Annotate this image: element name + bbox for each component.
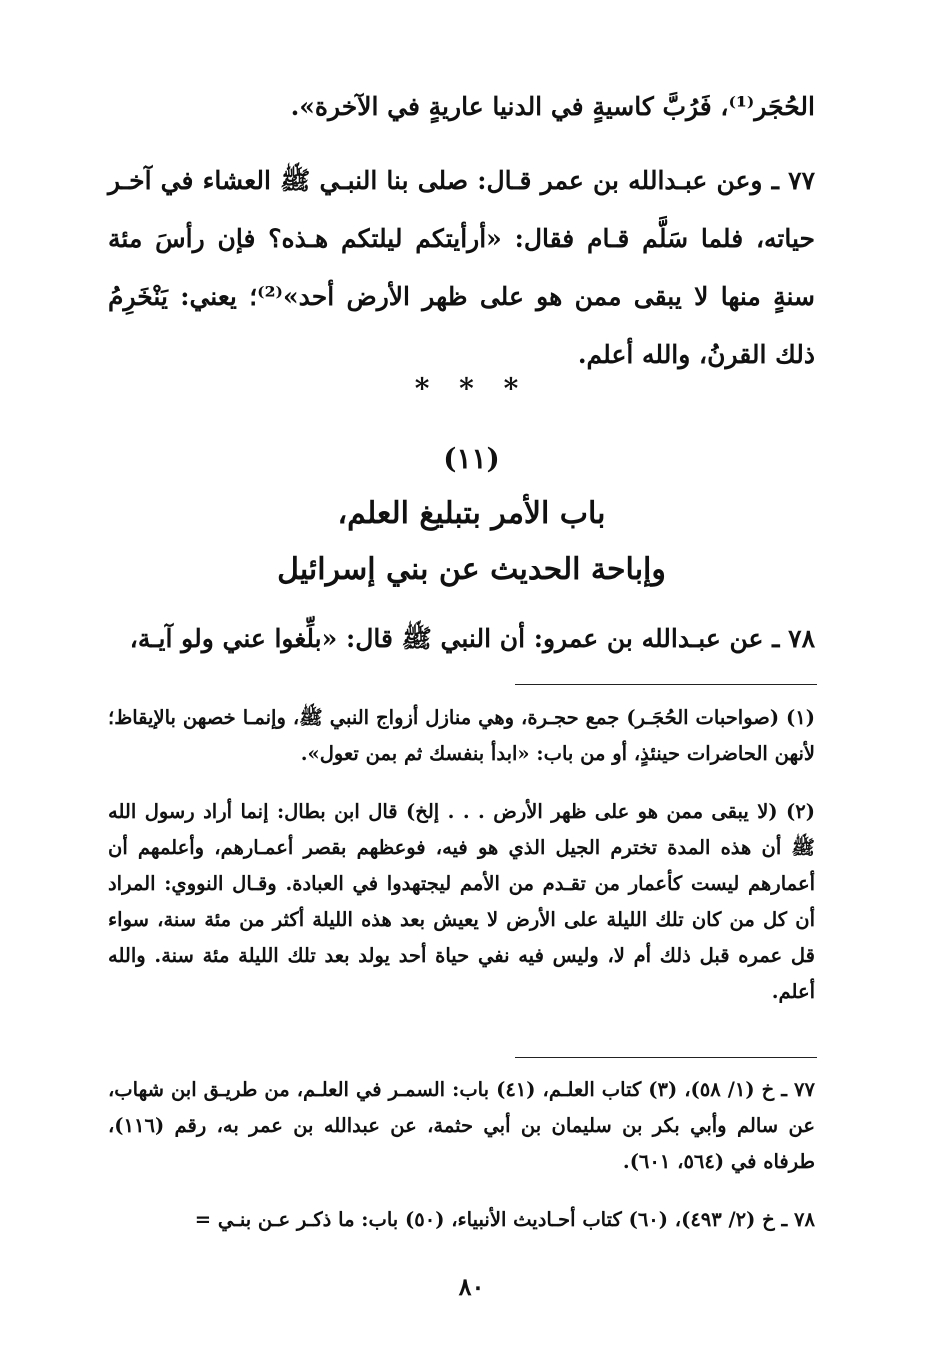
footnote-divider xyxy=(515,684,817,685)
footnote-2 xyxy=(108,794,815,1010)
source-77-text: ٧٧ ـ خ (١/ ٥٨)، (٣) كتاب العلـم، (٤١) باب: السمـر في العلـم، من طريـق ابن شهاب، عن سالم وأبي بكر بن سليمان بن أبي حثمة، عن عبدالله بن عمر به، رقم (١١٦)، طرفاه في (٥٦٤، ٦٠١). xyxy=(108,1078,815,1173)
hadith-77-text: ٧٧ ـ وعن عبـدالله بن عمر قـال: صلى بنا النبـي ﷺ العشاء في آخـر حياته، فلما سَلَّم قـام فقال: «أرأيتكم ليلتكم هـذه؟ فإن رأسَ مئة سنةٍ منها لا يبقى ممن هو على ظهر الأرض أحد»⁽²⁾؛ يعني: يَنْخَرِمُ ذلك القرنُ، والله أعلم. xyxy=(108,166,815,369)
page-number: ٨٠ xyxy=(458,1272,485,1301)
footnote-1-text: (١) (صواحبات الحُجَـر) جمع حجـرة، وهي منازل أزواج النبي ﷺ، وإنمـا خصهن بالإيقاظ؛ لأنهن الحاضرات حينئذٍ، أو من باب: «ابدأ بنفسك ثم بمن تعول». xyxy=(108,706,815,765)
footnote-1 xyxy=(108,700,815,772)
hadith-77 xyxy=(108,152,815,384)
source-77 xyxy=(108,1072,815,1180)
source-78-text: ٧٨ ـ خ (٢/ ٤٩٣)، (٦٠) كتاب أحـاديث الأنبياء، (٥٠) باب: ما ذكـر عـن بنـي = xyxy=(194,1208,815,1231)
hadith-78 xyxy=(108,610,815,668)
hadith-78-text: ٧٨ ـ عن عبـدالله بن عمرو: أن النبي ﷺ قال: «بلِّغوا عني ولو آيـة، xyxy=(129,624,815,653)
chapter-title-line2: وإباحة الحديث عن بني إسرائيل xyxy=(277,552,666,587)
source-78 xyxy=(108,1202,815,1238)
sources-divider xyxy=(515,1057,817,1058)
continuation-text xyxy=(108,78,815,136)
footnote-2-text: (٢) (لا يبقى ممن هو على ظهر الأرض . . . إلخ) قال ابن بطال: إنما أراد رسول الله ﷺ أن هذه المدة تخترم الجيل الذي هو فيه، فوعظهم بقصر أعمـارهم، وأعلمهم أن أعمارهم ليست كأعمار من تقـدم من الأمم ليجتهدوا في العبادة. وقـال النووي: المراد أن كل من كان تلك الليلة على الأرض لا يعيش بعد هذه الليلة أكثر من مئة سنة، سواء قل عمره قبل ذلك أم لا، وليس فيه نفي حياة أحد يولد بعد تلك الليلة مئة سنة. والله أعلم. xyxy=(108,800,815,1003)
chapter-title-line1: باب الأمر بتبليغ العلم، xyxy=(337,496,606,531)
chapter-number: (١١) xyxy=(443,442,500,475)
section-separator: * * * xyxy=(414,372,529,405)
top-line: الحُجَر⁽¹⁾، فَرُبَّ كاسيةٍ في الدنيا عاريةٍ في الآخرة». xyxy=(290,92,815,121)
